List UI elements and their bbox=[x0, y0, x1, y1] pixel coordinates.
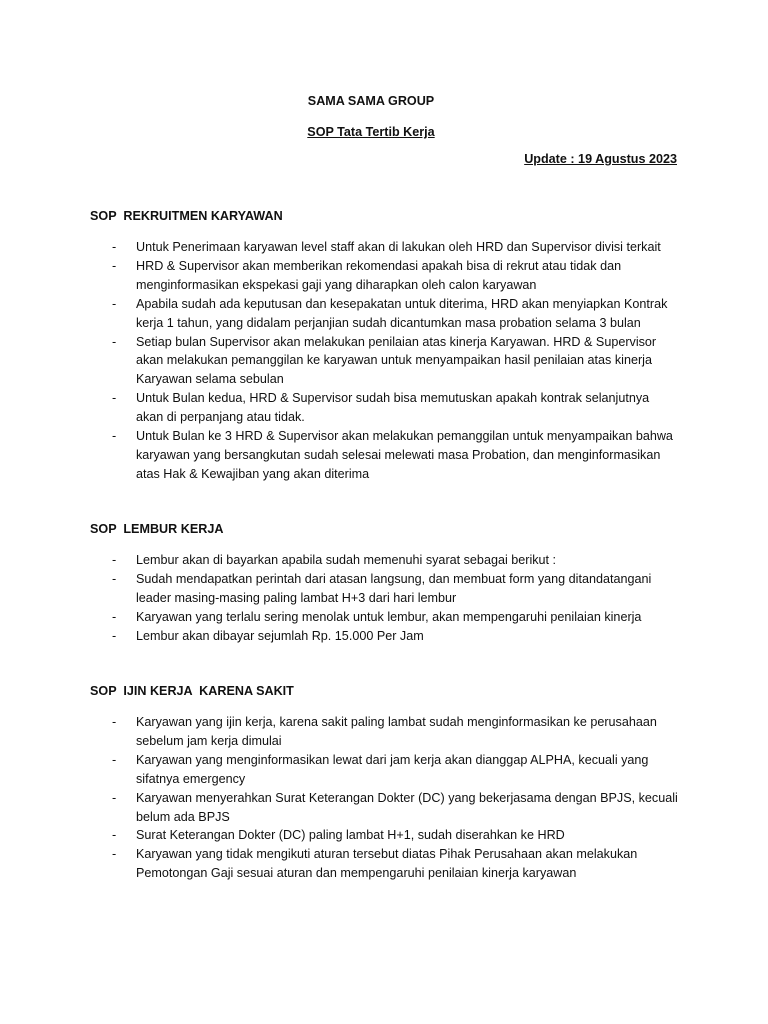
rule-list bbox=[90, 551, 690, 646]
bullet-dash: - bbox=[112, 828, 117, 843]
document-title: SOP Tata Tertib Kerja bbox=[307, 125, 435, 139]
list-item-text: Karyawan yang tidak mengikuti aturan tersebut diatas Pihak Perusahaan akan melakukan Pemotongan Gaji sesuai aturan dan mempengaruhi penilaian kinerja karyawan bbox=[136, 847, 638, 881]
list-item bbox=[90, 627, 690, 646]
list-item bbox=[90, 826, 690, 845]
list-item bbox=[90, 845, 690, 883]
bullet-dash: - bbox=[112, 847, 117, 862]
list-item bbox=[90, 789, 690, 827]
bullet-dash: - bbox=[112, 334, 117, 349]
list-item bbox=[90, 608, 690, 627]
bullet-dash: - bbox=[112, 790, 117, 805]
list-item bbox=[90, 333, 690, 390]
list-item-text: Karyawan menyerahkan Surat Keterangan Dokter (DC) yang bekerjasama dengan BPJS, kecuali belum ada BPJS bbox=[136, 790, 678, 824]
update-date: Update : 19 Agustus 2023 bbox=[524, 152, 677, 166]
bullet-dash: - bbox=[112, 296, 117, 311]
section-rekruitmen bbox=[90, 209, 690, 484]
list-item-text: Untuk Bulan kedua, HRD & Supervisor sudah bisa memutuskan apakah kontrak selanjutnya akan di perpanjang atau tidak. bbox=[136, 391, 650, 425]
list-item-text: Untuk Penerimaan karyawan level staff akan di lakukan oleh HRD dan Supervisor divisi terkait bbox=[136, 240, 661, 254]
list-item-text: Apabila sudah ada keputusan dan kesepakatan untuk diterima, HRD akan menyiapkan Kontrak kerja 1 tahun, yang didalam perjanjian sudah dicantumkan masa probation selama 3 bulan bbox=[136, 296, 668, 330]
bullet-dash: - bbox=[112, 429, 117, 444]
list-item bbox=[90, 295, 690, 333]
bullet-dash: - bbox=[112, 715, 117, 729]
list-item-text: Setiap bulan Supervisor akan melakukan penilaian atas kinerja Karyawan. HRD & Supervisor akan melakukan pemanggilan ke karyawan untuk menyampaikan hasil penilaian atas kinerja Karyawan selama sebulan bbox=[136, 334, 657, 387]
list-item bbox=[90, 570, 690, 608]
list-item-text: Untuk Bulan ke 3 HRD & Supervisor akan melakukan pemanggilan untuk menyampaikan bahwa karyawan yang bersangkutan sudah selesai melewati masa Probation, dan menginformasikan atas Hak & Kewajiban yang akan diterima bbox=[136, 429, 673, 481]
list-item-text: HRD & Supervisor akan memberikan rekomendasi apakah bisa di rekrut atau tidak dan menginformasikan ekspekasi gaji yang diharapkan oleh calon karyawan bbox=[136, 258, 622, 292]
bullet-dash: - bbox=[112, 391, 117, 406]
rule-list bbox=[90, 238, 690, 484]
list-item-text: Lembur akan dibayar sejumlah Rp. 15.000 Per Jam bbox=[136, 628, 424, 643]
bullet-dash: - bbox=[112, 240, 117, 254]
bullet-dash: - bbox=[112, 609, 117, 624]
list-item bbox=[90, 713, 690, 751]
list-item-text: Lembur akan di bayarkan apabila sudah memenuhi syarat sebagai berikut : bbox=[136, 553, 557, 567]
list-item bbox=[90, 389, 690, 427]
bullet-dash: - bbox=[112, 553, 117, 567]
list-item bbox=[90, 427, 690, 484]
section-lembur bbox=[90, 522, 690, 646]
list-item bbox=[90, 551, 690, 570]
list-item bbox=[90, 257, 690, 295]
list-item-text: Karyawan yang terlalu sering menolak untuk lembur, akan mempengaruhi penilaian kinerja bbox=[136, 609, 642, 624]
bullet-dash: - bbox=[112, 752, 117, 767]
section-ijin-sakit bbox=[90, 684, 690, 883]
list-item-text: Karyawan yang ijin kerja, karena sakit paling lambat sudah menginformasikan ke perusahaan sebelum jam kerja dimulai bbox=[136, 715, 657, 748]
list-item-text: Sudah mendapatkan perintah dari atasan langsung, dan membuat form yang ditandatangani leader masing-masing paling lambat H+3 dari hari lembur bbox=[136, 571, 652, 605]
company-name: SAMA SAMA GROUP bbox=[307, 94, 435, 108]
section-heading: SOP LEMBUR KERJA bbox=[90, 522, 224, 536]
list-item-text: Surat Keterangan Dokter (DC) paling lambat H+1, sudah diserahkan ke HRD bbox=[136, 828, 565, 843]
bullet-dash: - bbox=[112, 571, 117, 586]
list-item-text: Karyawan yang menginformasikan lewat dari jam kerja akan dianggap ALPHA, kecuali yang sifatnya emergency bbox=[136, 752, 649, 786]
bullet-dash: - bbox=[112, 628, 117, 643]
list-item bbox=[90, 238, 690, 257]
section-heading: SOP REKRUITMEN KARYAWAN bbox=[90, 209, 283, 223]
bullet-dash: - bbox=[112, 258, 117, 273]
section-heading: SOP IJIN KERJA KARENA SAKIT bbox=[90, 684, 294, 698]
rule-list bbox=[90, 713, 690, 883]
list-item bbox=[90, 751, 690, 789]
